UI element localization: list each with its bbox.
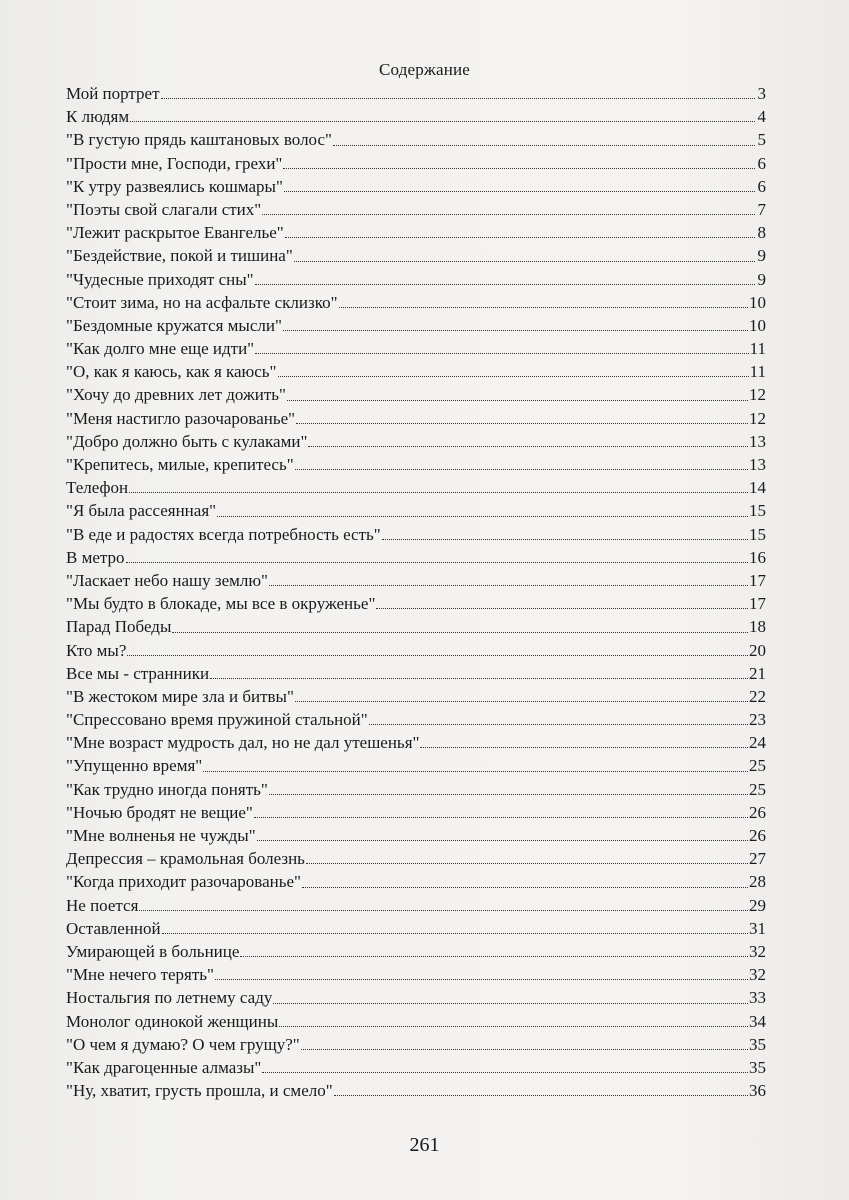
toc-entry (66, 592, 766, 615)
toc-entry-page: 36 (749, 1081, 766, 1101)
dot-leader (333, 144, 755, 146)
dot-leader (269, 793, 748, 795)
dot-leader (296, 422, 748, 424)
toc-entry-title: "Хочу до древних лет дожить" (66, 385, 286, 405)
toc-entry-page: 9 (757, 269, 766, 289)
toc-entry (66, 268, 766, 291)
toc-entry (66, 523, 766, 546)
toc-entry-page: 13 (749, 431, 766, 451)
toc-entry-page: 23 (749, 710, 766, 730)
toc-entry (66, 1056, 766, 1079)
dot-leader (294, 260, 755, 262)
toc-entry-title: "Мы будто в блокаде, мы все в окруженье" (66, 594, 376, 614)
toc-entry-title: "Поэты свой слагали стих" (66, 199, 262, 219)
dot-leader (129, 491, 748, 493)
toc-entry-page: 35 (749, 1034, 766, 1054)
toc-entry-title: "Как драгоценные алмазы" (66, 1057, 262, 1077)
toc-entry-page: 6 (757, 176, 766, 196)
dot-leader (334, 1094, 748, 1096)
dot-leader (295, 468, 748, 470)
toc-entry (66, 546, 766, 569)
toc-entry (66, 662, 766, 685)
toc-entry-page: 26 (749, 826, 766, 845)
dot-leader (262, 213, 755, 215)
dot-leader (301, 1048, 748, 1050)
toc-entry-title: Парад Победы (66, 617, 172, 637)
toc-entry-title: "Когда приходит разочарованье" (66, 872, 301, 892)
toc-entry (66, 963, 766, 986)
dot-leader (257, 839, 748, 841)
dot-leader (262, 1071, 748, 1073)
toc-entry-page: 28 (749, 872, 766, 892)
toc-entry-title: "О, как я каюсь, как я каюсь" (66, 362, 277, 382)
dot-leader (420, 746, 748, 748)
toc-entry-title: Все мы - странники (66, 663, 210, 683)
toc-entry-title: "Бездействие, покой и тишина" (66, 246, 293, 266)
dot-leader (255, 352, 749, 354)
toc-entry-title: "Я была рассеянная" (66, 501, 217, 521)
dot-leader (295, 700, 748, 702)
dot-leader (127, 654, 748, 656)
toc-entry (66, 430, 766, 453)
dot-leader (126, 561, 748, 563)
toc-entry-page: 31 (749, 918, 766, 938)
toc-entry (66, 824, 766, 847)
dot-leader (130, 120, 755, 122)
toc-entry (66, 708, 766, 731)
dot-leader (254, 816, 748, 818)
toc-entry-page: 20 (749, 640, 766, 660)
toc-entry-title: "Добро должно быть с кулаками" (66, 431, 308, 451)
toc-entry-title: "О чем я думаю? О чем грущу?" (66, 1034, 300, 1054)
toc-entry (66, 894, 766, 917)
toc-entry-title: Не поется (66, 895, 139, 915)
toc-entry-title: "Чудесные приходят сны" (66, 269, 254, 289)
toc-entry (66, 105, 766, 128)
toc-entry (66, 407, 766, 430)
toc-entry-title: Ностальгия по летнему саду (66, 988, 273, 1008)
toc-entry (66, 82, 766, 105)
toc-entry-page: 12 (749, 385, 766, 405)
toc-entry (66, 175, 766, 198)
toc-entry-title: "В густую прядь каштановых волос" (66, 130, 332, 150)
toc-entry (66, 917, 766, 940)
dot-leader (382, 538, 748, 540)
toc-entry-page: 8 (757, 223, 766, 243)
toc-entry-title: "Как трудно иногда понять" (66, 779, 268, 799)
toc-entry (66, 198, 766, 221)
toc-entry-page: 21 (749, 663, 766, 683)
dot-leader (139, 909, 748, 911)
toc-entry (66, 1079, 766, 1102)
dot-leader (162, 932, 748, 934)
dot-leader (255, 283, 755, 285)
toc-entry (66, 940, 766, 963)
toc-entry-title: "Крепитесь, милые, крепитесь" (66, 455, 294, 474)
toc-entry (66, 754, 766, 777)
toc-entry (66, 731, 766, 754)
toc-entry (66, 569, 766, 592)
toc-entry (66, 291, 766, 314)
toc-entry (66, 499, 766, 522)
toc-entry-title: "Меня настигло разочарованье" (66, 408, 296, 428)
toc-entry-title: "Спрессовано время пружиной стальной" (66, 710, 368, 730)
toc-entry-title: "Прости мне, Господи, грехи" (66, 153, 283, 173)
toc-entry (66, 1010, 766, 1033)
toc-entry-page: 18 (749, 617, 766, 637)
toc-entry-title: "К утру развеялись кошмары" (66, 176, 283, 196)
toc-entry (66, 639, 766, 662)
toc-entry-title: Умирающей в больнице (66, 941, 240, 961)
toc-entry-page: 9 (757, 246, 766, 266)
dot-leader (240, 955, 748, 957)
toc-entry-page: 7 (757, 199, 766, 219)
toc-entry-page: 15 (749, 501, 766, 521)
dot-leader (339, 306, 748, 308)
toc-entry (66, 615, 766, 638)
toc-entry-title: "Ночью бродят не вещие" (66, 802, 253, 822)
dot-leader (284, 190, 755, 192)
toc-entry-page: 5 (757, 130, 766, 150)
toc-entry (66, 778, 766, 801)
dot-leader (217, 515, 748, 517)
dot-leader (215, 978, 748, 980)
toc-entry-title: "Упущенно время" (66, 756, 203, 776)
dot-leader (308, 445, 748, 447)
dot-leader (376, 607, 748, 609)
toc-entry (66, 244, 766, 267)
toc-entry (66, 1033, 766, 1056)
toc-entry-page: 3 (757, 84, 766, 103)
toc-entry-page: 25 (749, 779, 766, 799)
toc-entry (66, 383, 766, 406)
toc-entry-page: 13 (749, 455, 766, 474)
toc-entry-page: 32 (749, 941, 766, 961)
page-number: 261 (409, 1134, 440, 1156)
toc-entry-page: 22 (749, 686, 766, 706)
toc-entry-page: 4 (757, 107, 766, 127)
toc-entry-title: Оставленной (66, 918, 161, 938)
toc-entry-page: 14 (749, 478, 766, 498)
toc-entry (66, 128, 766, 151)
dot-leader (203, 770, 748, 772)
dot-leader (287, 399, 748, 401)
toc-entry (66, 986, 766, 1009)
dot-leader (283, 329, 748, 331)
toc-entry-title: "Как долго мне еще идти" (66, 339, 255, 359)
toc-entry-page: 17 (749, 570, 766, 590)
dot-leader (273, 1002, 748, 1004)
toc-entry-title: "Мне нечего терять" (66, 965, 214, 985)
toc-entry-page: 29 (749, 895, 766, 915)
toc-entry-title: "Бездомные кружатся мысли" (66, 315, 282, 335)
toc-entry (66, 476, 766, 499)
toc-entry (66, 314, 766, 337)
toc-entry-page: 11 (749, 362, 766, 382)
toc-entry-title: "Лежит раскрытое Евангелье" (66, 223, 284, 243)
toc-entry-page: 33 (749, 988, 766, 1008)
toc-entry (66, 337, 766, 360)
dot-leader (269, 584, 748, 586)
toc-entry-page: 10 (749, 292, 766, 312)
toc-entry-page: 32 (749, 965, 766, 985)
toc-entry (66, 360, 766, 383)
toc-entry-page: 16 (749, 547, 766, 567)
toc-entry-page: 27 (749, 849, 766, 869)
dot-leader (306, 862, 748, 864)
toc-entry-title: Монолог одинокой женщины (66, 1011, 279, 1031)
dot-leader (161, 97, 755, 99)
toc-entry-page: 24 (749, 733, 766, 753)
toc-entry-page: 15 (749, 524, 766, 544)
toc-entry (66, 221, 766, 244)
dot-leader (285, 236, 755, 238)
toc-entry-title: В метро (66, 547, 125, 567)
toc-entry-title: Кто мы? (66, 640, 127, 660)
dot-leader (279, 1025, 748, 1027)
page-title: Содержание (378, 60, 471, 79)
toc-entry-page: 35 (749, 1057, 766, 1077)
toc-entry (66, 801, 766, 824)
toc-entry-title: "В еде и радостях всегда потребность есть" (66, 524, 381, 544)
toc-entry-title: "Ласкает небо нашу землю" (66, 570, 268, 590)
toc-entry-title: "Мне возраст мудрость дал, но не дал утешенья" (66, 733, 420, 753)
dot-leader (283, 167, 755, 169)
toc-entry-title: "В жестоком мире зла и битвы" (66, 686, 294, 706)
toc-entry (66, 453, 766, 476)
toc-entry-page: 25 (749, 756, 766, 776)
toc-entry (66, 847, 766, 870)
toc-entry-title: К людям (66, 107, 130, 127)
toc-entry (66, 870, 766, 893)
dot-leader (210, 677, 748, 679)
toc-entry-page: 26 (749, 802, 766, 822)
dot-leader (278, 375, 749, 377)
dot-leader (369, 723, 748, 725)
dot-leader (302, 886, 748, 888)
toc-entry-title: "Стоит зима, но на асфальте склизко" (66, 292, 338, 312)
toc-entry-page: 6 (757, 153, 766, 173)
toc-entry (66, 152, 766, 175)
toc-entry-page: 34 (749, 1011, 766, 1031)
toc-entry-page: 11 (749, 339, 766, 359)
dot-leader (172, 631, 748, 633)
toc-entry (66, 685, 766, 708)
toc-entry-page: 10 (749, 315, 766, 335)
toc-entry-title: "Ну, хватит, грусть прошла, и смело" (66, 1081, 333, 1101)
toc-entry-title: "Мне волненья не чужды" (66, 826, 256, 845)
toc-entry-title: Депрессия – крамольная болезнь (66, 849, 305, 869)
table-of-contents (66, 82, 766, 1102)
toc-entry-title: Мой портрет (66, 84, 160, 103)
toc-entry-title: Телефон (66, 478, 129, 498)
toc-entry-page: 17 (749, 594, 766, 614)
toc-entry-page: 12 (749, 408, 766, 428)
